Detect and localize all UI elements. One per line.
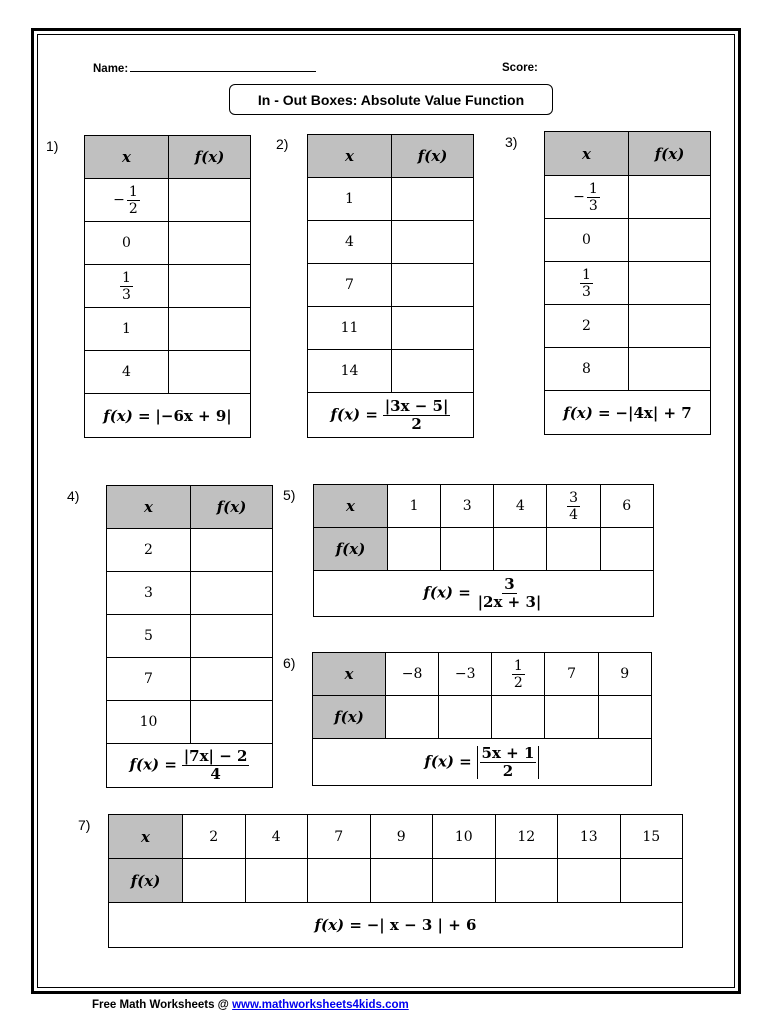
fx-header: f(x)	[109, 859, 183, 903]
problem-1-number: 1)	[46, 138, 59, 154]
output-cell[interactable]	[308, 859, 371, 903]
name-field	[93, 62, 316, 75]
output-cell[interactable]	[598, 696, 651, 739]
problem-3-number: 3)	[505, 134, 518, 150]
fx-header: f(x)	[313, 696, 386, 739]
output-cell[interactable]	[600, 528, 653, 571]
output-cell[interactable]	[169, 265, 251, 308]
output-cell[interactable]	[392, 350, 474, 393]
input-cell: 6	[600, 485, 653, 528]
output-cell[interactable]	[169, 179, 251, 222]
function-rule: f(x) = $\frac{5x + 1}{2}$	[313, 739, 652, 786]
output-cell[interactable]	[492, 696, 545, 739]
fx-header: f(x)	[191, 486, 273, 529]
output-cell[interactable]	[547, 528, 600, 571]
input-cell: 1	[85, 308, 169, 351]
input-cell: 12	[495, 815, 558, 859]
output-cell[interactable]	[169, 308, 251, 351]
function-rule: f(x) = |−6x + 9|	[85, 394, 251, 438]
function-rule: f(x) = $\frac{|3x - 5|}{2}$	[308, 393, 474, 438]
x-header: x	[545, 132, 629, 176]
output-cell[interactable]	[392, 178, 474, 221]
footer-text: Free Math Worksheets @	[92, 999, 233, 1011]
output-cell[interactable]	[386, 696, 439, 739]
output-cell[interactable]	[169, 351, 251, 394]
output-cell[interactable]	[620, 859, 683, 903]
output-cell[interactable]	[392, 264, 474, 307]
output-cell[interactable]	[433, 859, 496, 903]
input-cell: 4	[308, 221, 392, 264]
problem-5-number: 5)	[283, 487, 296, 503]
problem-4-table	[106, 485, 273, 788]
function-rule: f(x) = −| x − 3 | + 6	[109, 903, 683, 948]
input-cell: 9	[598, 653, 651, 696]
input-cell: 2	[545, 305, 629, 348]
function-rule: f(x) = $\frac{|7x| - 2}{4}$	[107, 744, 273, 788]
input-cell: − $\frac{1}{2}$	[85, 179, 169, 222]
input-cell: 4	[494, 485, 547, 528]
fx-header: f(x)	[392, 135, 474, 178]
output-cell[interactable]	[388, 528, 441, 571]
output-cell[interactable]	[245, 859, 308, 903]
input-cell: 7	[308, 815, 371, 859]
footer-link[interactable]: www.mathworksheets4kids.com	[232, 999, 409, 1011]
score-label: Score:	[502, 62, 538, 74]
input-cell: $\frac{1}{3}$	[545, 262, 629, 305]
input-cell: 0	[545, 219, 629, 262]
output-cell[interactable]	[191, 529, 273, 572]
x-header: x	[85, 136, 169, 179]
problem-7-number: 7)	[78, 817, 91, 833]
input-cell: 0	[85, 222, 169, 265]
input-cell: 13	[558, 815, 621, 859]
problem-4-number: 4)	[67, 488, 80, 504]
output-cell[interactable]	[183, 859, 246, 903]
output-cell[interactable]	[392, 221, 474, 264]
fx-header: f(x)	[629, 132, 711, 176]
input-cell: −3	[439, 653, 492, 696]
input-cell: 9	[370, 815, 433, 859]
fx-header: f(x)	[314, 528, 388, 571]
x-header: x	[308, 135, 392, 178]
worksheet-title	[229, 84, 553, 115]
problem-1-table	[84, 135, 251, 438]
output-cell[interactable]	[441, 528, 494, 571]
output-cell[interactable]	[169, 222, 251, 265]
input-cell: 7	[308, 264, 392, 307]
problem-6-number: 6)	[283, 655, 296, 671]
output-cell[interactable]	[629, 176, 711, 219]
problem-3-table	[544, 131, 711, 435]
input-cell: 14	[308, 350, 392, 393]
problem-5-table	[313, 484, 707, 617]
input-cell: 2	[107, 529, 191, 572]
input-cell: 3	[441, 485, 494, 528]
x-header: x	[313, 653, 386, 696]
input-cell: −8	[386, 653, 439, 696]
input-cell: 11	[308, 307, 392, 350]
output-cell[interactable]	[558, 859, 621, 903]
input-cell: 7	[545, 653, 598, 696]
problem-2-number: 2)	[276, 136, 289, 152]
input-cell: 3	[107, 572, 191, 615]
output-cell[interactable]	[191, 658, 273, 701]
x-header: x	[109, 815, 183, 859]
output-cell[interactable]	[191, 701, 273, 744]
output-cell[interactable]	[191, 615, 273, 658]
input-cell: 1	[308, 178, 392, 221]
fx-header: f(x)	[169, 136, 251, 179]
output-cell[interactable]	[439, 696, 492, 739]
input-cell: 15	[620, 815, 683, 859]
problem-7-table	[108, 814, 683, 948]
input-cell: 4	[245, 815, 308, 859]
input-cell: 7	[107, 658, 191, 701]
input-cell: 4	[85, 351, 169, 394]
input-cell: 2	[183, 815, 246, 859]
title-text: In - Out Boxes: Absolute Value Function	[257, 91, 525, 108]
name-blank[interactable]	[130, 62, 316, 72]
input-cell: $\frac{1}{2}$	[492, 653, 545, 696]
output-cell[interactable]	[495, 859, 558, 903]
input-cell: − $\frac{1}{3}$	[545, 176, 629, 219]
output-cell[interactable]	[629, 219, 711, 262]
output-cell[interactable]	[629, 262, 711, 305]
output-cell[interactable]	[392, 307, 474, 350]
output-cell[interactable]	[370, 859, 433, 903]
name-label: Name:	[93, 63, 129, 75]
function-rule: f(x) = −|4x| + 7	[545, 391, 711, 435]
footer	[92, 999, 409, 1011]
output-cell[interactable]	[191, 572, 273, 615]
input-cell: 10	[107, 701, 191, 744]
input-cell: 1	[388, 485, 441, 528]
input-cell: $\frac{1}{3}$	[85, 265, 169, 308]
output-cell[interactable]	[629, 305, 711, 348]
input-cell: $\frac{3}{4}$	[547, 485, 600, 528]
input-cell: 10	[433, 815, 496, 859]
problem-2-table	[307, 134, 474, 438]
problem-6-table	[312, 652, 705, 786]
x-header: x	[107, 486, 191, 529]
output-cell[interactable]	[494, 528, 547, 571]
input-cell: 5	[107, 615, 191, 658]
x-header: x	[314, 485, 388, 528]
output-cell[interactable]	[629, 348, 711, 391]
output-cell[interactable]	[545, 696, 598, 739]
function-rule: f(x) = $\frac{3}{|2x + 3|}$	[314, 571, 654, 617]
input-cell: 8	[545, 348, 629, 391]
